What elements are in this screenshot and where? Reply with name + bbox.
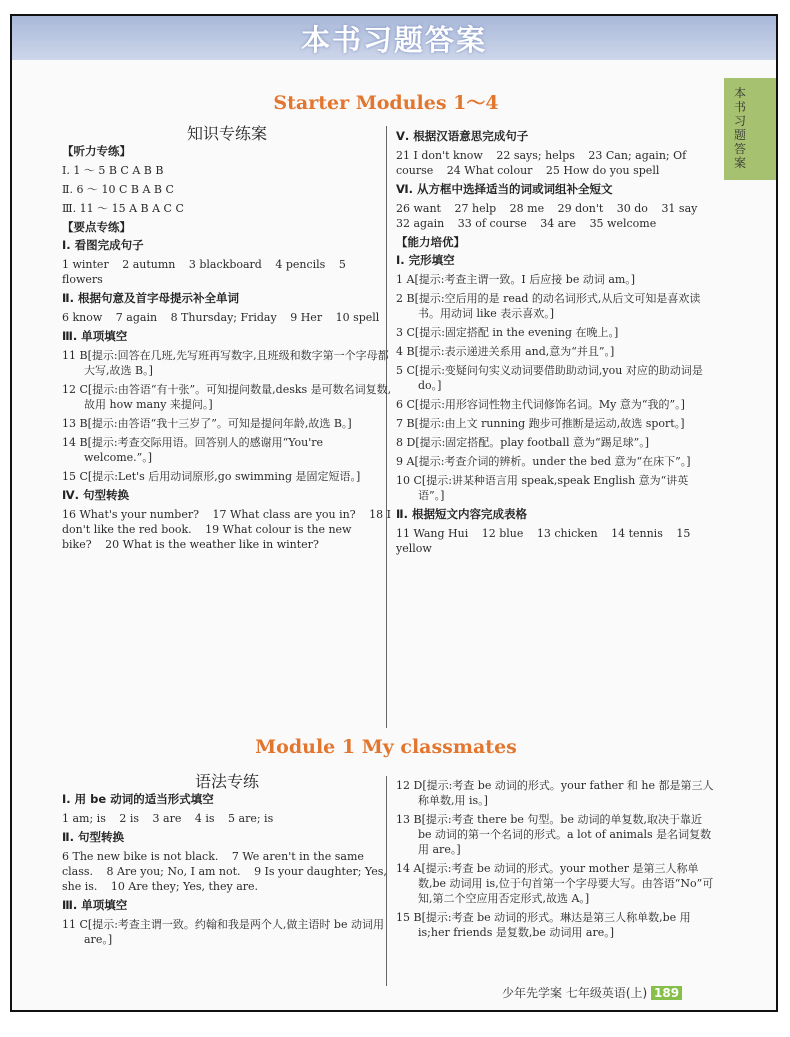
right-column-2 xyxy=(396,774,714,944)
g1-item: 2 is xyxy=(119,812,140,825)
g3-item: 11 C[提示:考查主谓一致。约翰和我是两个人,做主语时 be 动词用 are。] xyxy=(62,918,384,946)
k1-item: 3 blackboard xyxy=(188,258,262,271)
k6-item: 35 welcome xyxy=(589,217,657,230)
k6-item: 31 say xyxy=(661,202,698,215)
k6-item: 33 of course xyxy=(457,217,527,230)
subtitle-grammar: 语法专练 xyxy=(194,772,259,791)
g3b-item: 13 B[提示:考查 there be 句型。be 动词的单复数,取决于靠近 be 动词的第一个名词的形式。a lot of animals 是名词复数用 are。] xyxy=(396,813,712,856)
heading-a1: Ⅰ. 完形填空 xyxy=(396,253,455,267)
a1-item: 4 B[提示:表示递进关系用 and,意为“并且”。] xyxy=(396,345,615,358)
listen_rows-item: Ⅰ. 1 ～ 5 B C A B B xyxy=(62,164,164,177)
footer-title: 少年先学案 七年级英语(上) xyxy=(502,986,648,1000)
g1-item: 1 am; is xyxy=(62,812,106,825)
answers-g1 xyxy=(62,811,392,826)
heading-k4: Ⅳ. 句型转换 xyxy=(62,488,130,502)
k4-item: 16 What's your number? xyxy=(62,508,200,521)
k6-item: 27 help xyxy=(454,202,497,215)
listen_rows-item: Ⅲ. 11 ～ 15 A B A C C xyxy=(62,202,184,215)
a1-item: 10 C[提示:讲某种语言用 speak,speak English 意为“讲英语”。] xyxy=(396,474,689,502)
k6-item: 34 are xyxy=(540,217,577,230)
heading-g1: Ⅰ. 用 be 动词的适当形式填空 xyxy=(62,792,214,806)
k2-item: 9 Her xyxy=(290,311,323,324)
heading-a2: Ⅱ. 根据短文内容完成表格 xyxy=(396,507,527,521)
a1-item: 6 C[提示:用形容词性物主代词修饰名词。My 意为“我的”。] xyxy=(396,398,685,411)
k2-item: 6 know xyxy=(62,311,103,324)
a1-item: 8 D[提示:固定搭配。play football 意为“踢足球”。] xyxy=(396,436,650,449)
heading-g2: Ⅱ. 句型转换 xyxy=(62,830,124,844)
a1-item: 9 A[提示:考查介词的辨析。under the bed 意为“在床下”。] xyxy=(396,455,691,468)
heading-k3: Ⅲ. 单项填空 xyxy=(62,329,128,343)
k4-item: 19 What colour is the new bike? xyxy=(62,523,352,551)
k6-item: 32 again xyxy=(396,217,445,230)
heading-g3: Ⅲ. 单项填空 xyxy=(62,898,128,912)
right-column-1 xyxy=(396,126,714,560)
a2-item: 11 Wang Hui xyxy=(396,527,469,540)
g1-item: 4 is xyxy=(194,812,215,825)
answers-k5 xyxy=(396,148,714,178)
a2-item: 14 tennis xyxy=(611,527,663,540)
g3b-item: 14 A[提示:考查 be 动词的形式。your mother 是第三人称单数,be 动词用 is,位于句首第一个字母要大写。由答语“No”可知,第二个空应用否定形式,故选 A。] xyxy=(396,862,714,905)
k1-item: 5 flowers xyxy=(62,258,346,286)
k6-item: 29 don't xyxy=(557,202,604,215)
a1-item: 5 C[提示:变疑问句实义动词要借助助动词,you 对应的助动词是 do。] xyxy=(396,364,703,392)
g2-item: 6 The new bike is not black. xyxy=(62,850,219,863)
answers-k4 xyxy=(62,507,392,552)
answers-a1 xyxy=(396,272,714,503)
k6-item: 30 do xyxy=(616,202,648,215)
k3-item: 14 B[提示:考查交际用语。回答别人的感谢用“You're welcome.”。] xyxy=(62,436,324,464)
label-ability: 【能力培优】 xyxy=(396,235,465,249)
k3-item: 11 B[提示:回答在几班,先写班再写数字,且班级和数字第一个字母都大写,故选 B。] xyxy=(62,349,389,377)
k2-item: 7 again xyxy=(115,311,158,324)
subtitle-knowledge: 知识专练案 xyxy=(186,124,267,143)
left-column-2 xyxy=(62,774,392,951)
left-column-1 xyxy=(62,126,392,556)
answers-k1 xyxy=(62,257,392,287)
footer xyxy=(502,984,682,1001)
answers-k6 xyxy=(396,201,714,231)
side-tab: 本书习题答案 xyxy=(724,78,776,180)
heading-k5: Ⅴ. 根据汉语意思完成句子 xyxy=(396,129,529,143)
k1-item: 1 winter xyxy=(62,258,109,271)
answers-k2 xyxy=(62,310,392,325)
g2-item: 10 Are they; Yes, they are. xyxy=(110,880,259,893)
k6-item: 28 me xyxy=(509,202,545,215)
k2-item: 10 spell xyxy=(335,311,380,324)
k5-item: 21 I don't know xyxy=(396,149,483,162)
a2-item: 13 chicken xyxy=(536,527,598,540)
heading-k2: Ⅱ. 根据句意及首字母提示补全单词 xyxy=(62,291,239,305)
g2-item: 7 We aren't in the same class. xyxy=(62,850,364,878)
listen_rows-item: Ⅱ. 6 ～ 10 C B A B C xyxy=(62,183,174,196)
a2-item: 12 blue xyxy=(481,527,524,540)
k5-item: 23 Can; again; Of course xyxy=(396,149,687,177)
k4-item: 20 What is the weather like in winter? xyxy=(105,538,319,551)
page-number: 189 xyxy=(651,986,682,1000)
answers-a2 xyxy=(396,526,714,556)
g2-item: 9 Is your daughter; Yes, she is. xyxy=(62,865,387,893)
header-banner xyxy=(12,16,776,60)
k5-item: 25 How do you spell xyxy=(545,164,660,177)
heading-k6: Ⅵ. 从方框中选择适当的词或词组补全短文 xyxy=(396,182,613,196)
k5-item: 22 says; helps xyxy=(496,149,575,162)
k4-item: 18 I don't like the red book. xyxy=(62,508,391,536)
answers-g3b xyxy=(396,778,714,940)
banner-title: 本书习题答案 xyxy=(300,23,487,57)
k4-item: 17 What class are you in? xyxy=(212,508,356,521)
k3-item: 15 C[提示:Let's 后用动词原形,go swimming 是固定短语。] xyxy=(62,470,361,483)
g3b-item: 15 B[提示:考查 be 动词的形式。琳达是第三人称单数,be 用 is;her friends 是复数,be 动词用 are。] xyxy=(396,911,691,939)
section-title-starter: Starter Modules 1～4 xyxy=(273,92,499,114)
listening-answers xyxy=(62,163,392,216)
section-title-module1: Module 1 My classmates xyxy=(255,736,517,758)
answers-g3 xyxy=(62,917,392,947)
a1-item: 1 A[提示:考查主谓一致。I 后应接 be 动词 am。] xyxy=(396,273,636,286)
k6-item: 26 want xyxy=(396,202,441,215)
g1-item: 5 are; is xyxy=(228,812,274,825)
a1-item: 2 B[提示:空后用的是 read 的动名词形式,从后文可知是喜欢读书。用动词 like 表示喜欢。] xyxy=(396,292,701,320)
a2-item: 15 yellow xyxy=(396,527,691,555)
k2-item: 8 Thursday; Friday xyxy=(170,311,277,324)
a1-item: 3 C[提示:固定搭配 in the evening 在晚上。] xyxy=(396,326,619,339)
answers-g2 xyxy=(62,849,392,894)
k3-item: 13 B[提示:由答语“我十三岁了”。可知是提问年龄,故选 B。] xyxy=(62,417,352,430)
answers-k3 xyxy=(62,348,392,484)
k1-item: 2 autumn xyxy=(122,258,176,271)
k3-item: 12 C[提示:由答语“有十张”。可知提问数量,desks 是可数名词复数,故用 how many 来提问。] xyxy=(62,383,392,411)
page-frame xyxy=(10,14,778,1012)
label-listening: 【听力专练】 xyxy=(62,144,131,158)
g2-item: 8 Are you; No, I am not. xyxy=(106,865,241,878)
k1-item: 4 pencils xyxy=(275,258,326,271)
label-key-points: 【要点专练】 xyxy=(62,220,131,234)
a1-item: 7 B[提示:由上文 running 跑步可推断是运动,故选 sport。] xyxy=(396,417,685,430)
heading-k1: Ⅰ. 看图完成句子 xyxy=(62,238,144,252)
g3b-item: 12 D[提示:考查 be 动词的形式。your father 和 he 都是第三人称单数,用 is。] xyxy=(396,779,714,807)
g1-item: 3 are xyxy=(152,812,182,825)
k5-item: 24 What colour xyxy=(446,164,533,177)
